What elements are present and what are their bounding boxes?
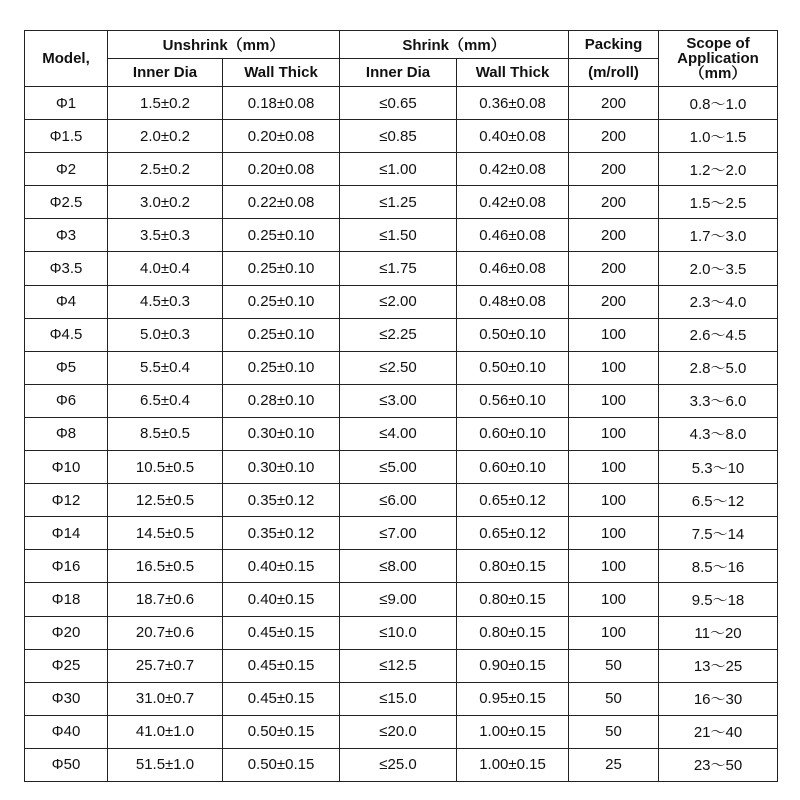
unshrink-header: Unshrink（mm） [108,31,340,59]
table-row [25,87,778,120]
packing-cell: 50 [569,649,659,682]
spec-table [24,30,778,782]
model-cell: Φ8 [25,417,108,450]
table-row [25,285,778,318]
unshrink-inner-dia-cell: 18.7±0.6 [108,583,223,616]
table-row [25,616,778,649]
shrink-inner-dia-cell: ≤9.00 [340,583,457,616]
unshrink-inner-dia-cell: 14.5±0.5 [108,517,223,550]
unshrink-inner-dia-cell: 5.5±0.4 [108,351,223,384]
packing-unit-header: (m/roll) [569,59,659,87]
table-row [25,550,778,583]
shrink-wall-thick-cell: 0.80±0.15 [457,616,569,649]
unshrink-inner-dia-cell: 5.0±0.3 [108,318,223,351]
shrink-wall-thick-cell: 0.90±0.15 [457,649,569,682]
model-cell: Φ10 [25,451,108,484]
packing-cell: 100 [569,451,659,484]
table-row [25,153,778,186]
table-row [25,252,778,285]
shrink-inner-dia-header: Inner Dia [340,59,457,87]
unshrink-inner-dia-cell: 4.0±0.4 [108,252,223,285]
shrink-wall-thick-cell: 0.80±0.15 [457,550,569,583]
unshrink-inner-dia-cell: 10.5±0.5 [108,451,223,484]
packing-cell: 200 [569,87,659,120]
model-cell: Φ5 [25,351,108,384]
table-row [25,715,778,748]
shrink-inner-dia-cell: ≤12.5 [340,649,457,682]
scope-cell: 21～40 [659,715,778,748]
packing-cell: 200 [569,285,659,318]
model-cell: Φ20 [25,616,108,649]
shrink-inner-dia-cell: ≤25.0 [340,748,457,781]
packing-cell: 50 [569,682,659,715]
scope-cell: 13～25 [659,649,778,682]
unshrink-wall-thick-cell: 0.45±0.15 [223,616,340,649]
packing-cell: 100 [569,318,659,351]
model-cell: Φ16 [25,550,108,583]
scope-cell: 2.6～4.5 [659,318,778,351]
shrink-inner-dia-cell: ≤20.0 [340,715,457,748]
packing-cell: 200 [569,252,659,285]
shrink-inner-dia-cell: ≤7.00 [340,517,457,550]
unshrink-wall-thick-cell: 0.30±0.10 [223,417,340,450]
shrink-wall-thick-cell: 0.40±0.08 [457,120,569,153]
shrink-inner-dia-cell: ≤10.0 [340,616,457,649]
shrink-wall-thick-cell: 1.00±0.15 [457,715,569,748]
unshrink-wall-thick-cell: 0.25±0.10 [223,318,340,351]
packing-cell: 100 [569,351,659,384]
shrink-wall-thick-cell: 0.36±0.08 [457,87,569,120]
shrink-wall-thick-cell: 0.46±0.08 [457,252,569,285]
shrink-inner-dia-cell: ≤2.50 [340,351,457,384]
unshrink-wall-thick-cell: 0.50±0.15 [223,748,340,781]
scope-cell: 2.3～4.0 [659,285,778,318]
unshrink-inner-dia-cell: 8.5±0.5 [108,417,223,450]
unshrink-wall-thick-cell: 0.40±0.15 [223,583,340,616]
model-cell: Φ2.5 [25,186,108,219]
unshrink-wall-thick-header: Wall Thick [223,59,340,87]
scope-cell: 1.5～2.5 [659,186,778,219]
scope-cell: 4.3～8.0 [659,417,778,450]
unshrink-inner-dia-cell: 31.0±0.7 [108,682,223,715]
unshrink-wall-thick-cell: 0.20±0.08 [223,153,340,186]
packing-cell: 50 [569,715,659,748]
scope-cell: 5.3～10 [659,451,778,484]
scope-cell: 7.5～14 [659,517,778,550]
unshrink-inner-dia-header: Inner Dia [108,59,223,87]
unshrink-wall-thick-cell: 0.22±0.08 [223,186,340,219]
unshrink-inner-dia-cell: 12.5±0.5 [108,484,223,517]
shrink-wall-thick-cell: 0.50±0.10 [457,318,569,351]
table-row [25,517,778,550]
model-cell: Φ1.5 [25,120,108,153]
shrink-inner-dia-cell: ≤3.00 [340,384,457,417]
scope-cell: 0.8～1.0 [659,87,778,120]
unshrink-inner-dia-cell: 2.5±0.2 [108,153,223,186]
unshrink-wall-thick-cell: 0.45±0.15 [223,682,340,715]
model-cell: Φ40 [25,715,108,748]
unshrink-wall-thick-cell: 0.35±0.12 [223,484,340,517]
model-header: Model, [25,31,108,87]
scope-cell: 1.7～3.0 [659,219,778,252]
packing-cell: 100 [569,616,659,649]
model-cell: Φ6 [25,384,108,417]
spec-table-body [25,87,778,782]
model-cell: Φ3 [25,219,108,252]
shrink-wall-thick-cell: 0.65±0.12 [457,517,569,550]
unshrink-wall-thick-cell: 0.25±0.10 [223,285,340,318]
table-row [25,186,778,219]
shrink-wall-thick-cell: 0.80±0.15 [457,583,569,616]
unshrink-inner-dia-cell: 3.5±0.3 [108,219,223,252]
scope-cell: 11～20 [659,616,778,649]
shrink-inner-dia-cell: ≤1.50 [340,219,457,252]
header-row-1 [25,31,778,59]
scope-header [659,31,778,87]
unshrink-wall-thick-cell: 0.25±0.10 [223,252,340,285]
model-cell: Φ30 [25,682,108,715]
table-row [25,219,778,252]
shrink-inner-dia-cell: ≤0.85 [340,120,457,153]
packing-cell: 100 [569,517,659,550]
table-row [25,583,778,616]
packing-cell: 100 [569,550,659,583]
shrink-inner-dia-cell: ≤6.00 [340,484,457,517]
scope-cell: 16～30 [659,682,778,715]
shrink-inner-dia-cell: ≤2.00 [340,285,457,318]
scope-cell: 8.5～16 [659,550,778,583]
unshrink-inner-dia-cell: 41.0±1.0 [108,715,223,748]
packing-cell: 200 [569,153,659,186]
shrink-wall-thick-cell: 0.46±0.08 [457,219,569,252]
packing-cell: 200 [569,219,659,252]
packing-cell: 200 [569,186,659,219]
unshrink-wall-thick-cell: 0.30±0.10 [223,451,340,484]
unshrink-inner-dia-cell: 20.7±0.6 [108,616,223,649]
unshrink-inner-dia-cell: 16.5±0.5 [108,550,223,583]
unshrink-wall-thick-cell: 0.25±0.10 [223,351,340,384]
packing-cell: 200 [569,120,659,153]
scope-cell: 9.5～18 [659,583,778,616]
shrink-inner-dia-cell: ≤1.75 [340,252,457,285]
table-row [25,384,778,417]
model-cell: Φ18 [25,583,108,616]
shrink-inner-dia-cell: ≤8.00 [340,550,457,583]
shrink-header: Shrink（mm） [340,31,569,59]
unshrink-inner-dia-cell: 1.5±0.2 [108,87,223,120]
packing-cell: 100 [569,384,659,417]
shrink-wall-thick-cell: 0.95±0.15 [457,682,569,715]
shrink-inner-dia-cell: ≤15.0 [340,682,457,715]
scope-cell: 23～50 [659,748,778,781]
model-cell: Φ4.5 [25,318,108,351]
scope-header-line-2: Application [677,50,759,67]
table-row [25,748,778,781]
shrink-wall-thick-cell: 0.60±0.10 [457,451,569,484]
scope-header-line-3: （mm） [689,65,747,82]
unshrink-wall-thick-cell: 0.28±0.10 [223,384,340,417]
shrink-wall-thick-cell: 1.00±0.15 [457,748,569,781]
packing-cell: 100 [569,583,659,616]
scope-cell: 3.3～6.0 [659,384,778,417]
table-row [25,484,778,517]
scope-cell: 2.8～5.0 [659,351,778,384]
unshrink-wall-thick-cell: 0.20±0.08 [223,120,340,153]
shrink-wall-thick-cell: 0.42±0.08 [457,186,569,219]
scope-cell: 1.0～1.5 [659,120,778,153]
model-cell: Φ50 [25,748,108,781]
shrink-wall-thick-cell: 0.50±0.10 [457,351,569,384]
model-cell: Φ2 [25,153,108,186]
unshrink-inner-dia-cell: 6.5±0.4 [108,384,223,417]
packing-header: Packing [569,31,659,59]
packing-cell: 100 [569,417,659,450]
shrink-inner-dia-cell: ≤1.25 [340,186,457,219]
packing-cell: 25 [569,748,659,781]
table-row [25,417,778,450]
shrink-inner-dia-cell: ≤2.25 [340,318,457,351]
model-cell: Φ12 [25,484,108,517]
table-row [25,649,778,682]
model-cell: Φ14 [25,517,108,550]
shrink-wall-thick-cell: 0.48±0.08 [457,285,569,318]
scope-cell: 2.0～3.5 [659,252,778,285]
table-row [25,318,778,351]
shrink-wall-thick-header: Wall Thick [457,59,569,87]
scope-header-line-1: Scope of [686,35,750,52]
unshrink-inner-dia-cell: 3.0±0.2 [108,186,223,219]
shrink-inner-dia-cell: ≤0.65 [340,87,457,120]
shrink-wall-thick-cell: 0.65±0.12 [457,484,569,517]
shrink-wall-thick-cell: 0.42±0.08 [457,153,569,186]
unshrink-inner-dia-cell: 25.7±0.7 [108,649,223,682]
unshrink-wall-thick-cell: 0.18±0.08 [223,87,340,120]
shrink-wall-thick-cell: 0.56±0.10 [457,384,569,417]
unshrink-inner-dia-cell: 2.0±0.2 [108,120,223,153]
unshrink-inner-dia-cell: 4.5±0.3 [108,285,223,318]
unshrink-wall-thick-cell: 0.35±0.12 [223,517,340,550]
scope-cell: 6.5～12 [659,484,778,517]
table-row [25,451,778,484]
model-cell: Φ4 [25,285,108,318]
model-cell: Φ1 [25,87,108,120]
shrink-inner-dia-cell: ≤1.00 [340,153,457,186]
shrink-wall-thick-cell: 0.60±0.10 [457,417,569,450]
model-cell: Φ25 [25,649,108,682]
table-row [25,682,778,715]
unshrink-wall-thick-cell: 0.40±0.15 [223,550,340,583]
shrink-inner-dia-cell: ≤5.00 [340,451,457,484]
table-row [25,120,778,153]
unshrink-wall-thick-cell: 0.25±0.10 [223,219,340,252]
packing-cell: 100 [569,484,659,517]
table-row [25,351,778,384]
shrink-inner-dia-cell: ≤4.00 [340,417,457,450]
unshrink-wall-thick-cell: 0.50±0.15 [223,715,340,748]
model-cell: Φ3.5 [25,252,108,285]
unshrink-wall-thick-cell: 0.45±0.15 [223,649,340,682]
scope-cell: 1.2～2.0 [659,153,778,186]
unshrink-inner-dia-cell: 51.5±1.0 [108,748,223,781]
